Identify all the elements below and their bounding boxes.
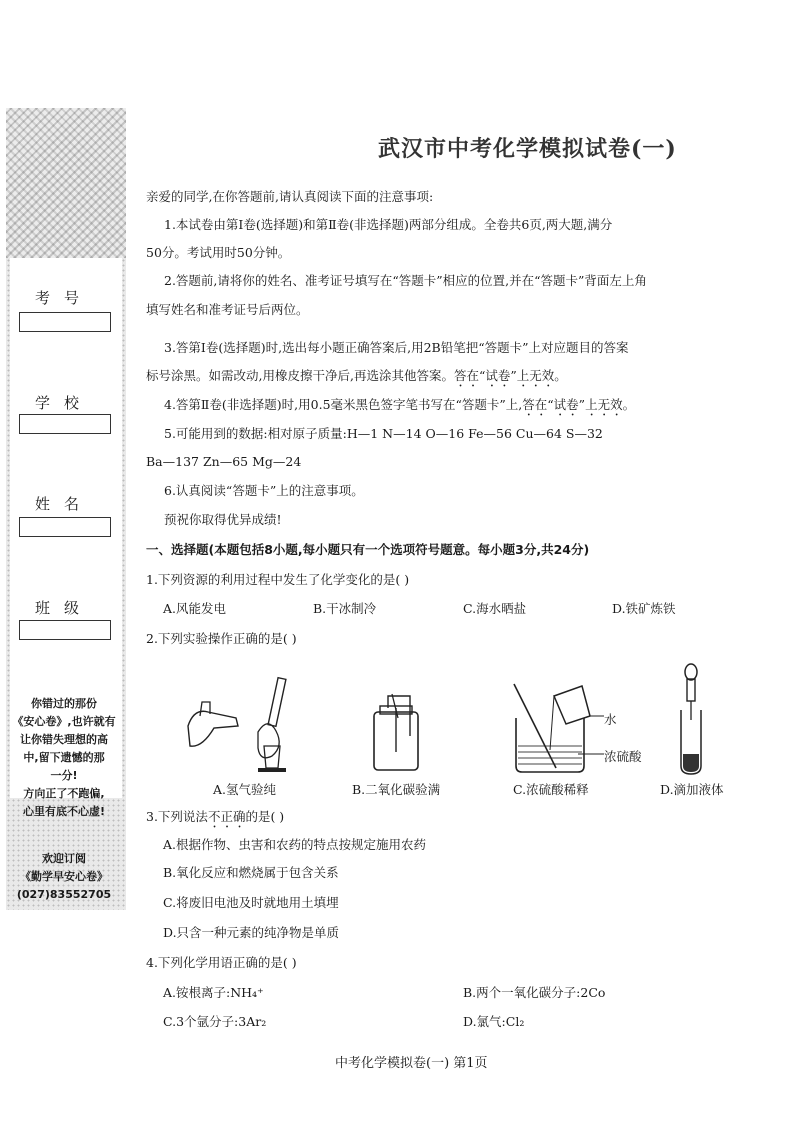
exam-number-field[interactable] xyxy=(19,312,111,332)
sidebar-note: 你错过的那份 《安心卷》,也许就有 让你错失理想的高 中,留下遗憾的那 一分! 方向正了不跑偏, 心里有底不心虚! xyxy=(12,697,116,818)
q4-option-c: C.3个氩分子:3Ar₂ xyxy=(163,1014,267,1029)
q1-option-c: C.海水晒盐 xyxy=(463,601,527,616)
good-luck: 预祝你取得优异成绩! xyxy=(164,512,282,527)
q2-caption-d: D.滴加液体 xyxy=(660,782,724,797)
notice-4: 4.答第Ⅱ卷(非选择题)时,用0.5毫米黑色签字笔书写在“答题卡”上,答在“试卷”上无效。 xyxy=(164,397,636,412)
field-label-school: 学校 xyxy=(34,394,93,412)
field-label-exam-number: 考号 xyxy=(34,289,93,307)
q3-option-a: A.根据作物、虫害和农药的特点按规定施用农药 xyxy=(163,837,427,852)
field-label-name: 姓名 xyxy=(34,495,93,513)
q1-option-a: A.风能发电 xyxy=(163,601,227,616)
label-concentrated-acid: 浓硫酸 xyxy=(604,749,642,764)
notice-3a: 3.答第Ⅰ卷(选择题)时,选出每小题正确答案后,用2B铅笔把“答题卡”上对应题目的答案 xyxy=(164,340,629,355)
q4-option-d: D.氯气:Cl₂ xyxy=(463,1014,525,1029)
intro-greeting: 亲爱的同学,在你答题前,请认真阅读下面的注意事项: xyxy=(146,189,434,204)
notice-5a: 5.可能用到的数据:相对原子质量:H—1 N—14 O—16 Fe—56 Cu—64 S—32 xyxy=(164,426,603,441)
name-field[interactable] xyxy=(19,517,111,537)
question-3: 3.下列说法不正确的是( ) xyxy=(146,809,285,824)
q4-option-a: A.铵根离子:NH₄⁺ xyxy=(163,985,264,1000)
notice-2a: 2.答题前,请将你的姓名、准考证号填写在“答题卡”相应的位置,并在“答题卡”背面左上角 xyxy=(164,273,647,288)
q3-option-c: C.将废旧电池及时就地用土填埋 xyxy=(163,895,339,910)
q2-caption-c: C.浓硫酸稀释 xyxy=(513,782,589,797)
q3-option-d: D.只含一种元素的纯净物是单质 xyxy=(163,925,340,940)
section-heading: 一、选择题(本题包括8小题,每小题只有一个选项符号题意。每小题3分,共24分) xyxy=(146,542,590,557)
notice-1a: 1.本试卷由第Ⅰ卷(选择题)和第Ⅱ卷(非选择题)两部分组成。全卷共6页,两大题,满分 xyxy=(164,217,613,232)
acid-dilution-figure xyxy=(510,680,606,776)
notice-6: 6.认真阅读“答题卡”上的注意事项。 xyxy=(164,483,364,498)
page-footer: 中考化学模拟卷(一) 第1页 xyxy=(335,1056,488,1071)
q3-option-b: B.氧化反应和燃烧属于包含关系 xyxy=(163,865,339,880)
question-1: 1.下列资源的利用过程中发生了化学变化的是( ) xyxy=(146,572,410,587)
q1-option-b: B.干冰制冷 xyxy=(313,601,377,616)
question-2: 2.下列实验操作正确的是( ) xyxy=(146,631,297,646)
field-label-class: 班级 xyxy=(34,599,93,617)
q1-option-d: D.铁矿炼铁 xyxy=(612,601,676,616)
q2-caption-a: A.氢气验纯 xyxy=(213,782,277,797)
q2-caption-b: B.二氧化碳验满 xyxy=(352,782,441,797)
q4-option-b: B.两个一氧化碳分子:2Co xyxy=(463,985,606,1000)
sidebar-pattern xyxy=(6,108,126,258)
school-field[interactable] xyxy=(19,414,111,434)
notice-5b: Ba—137 Zn—65 Mg—24 xyxy=(146,454,302,469)
notice-1b: 50分。考试用时50分钟。 xyxy=(146,245,291,260)
hydrogen-test-figure xyxy=(180,676,290,776)
sidebar-subscribe: 欢迎订阅 《勤学早安心卷》 (027)83552705 xyxy=(16,852,112,901)
page-title: 武汉市中考化学模拟试卷(一) xyxy=(378,136,677,162)
notice-3b: 标号涂黑。如需改动,用橡皮擦干净后,再选涂其他答案。答在“试卷”上无效。 xyxy=(146,368,567,383)
dropper-figure xyxy=(676,662,706,776)
co2-collection-figure xyxy=(370,692,430,774)
label-water: 水 xyxy=(604,712,617,727)
class-field[interactable] xyxy=(19,620,111,640)
notice-2b: 填写姓名和准考证号后两位。 xyxy=(146,302,309,317)
question-4: 4.下列化学用语正确的是( ) xyxy=(146,955,297,970)
